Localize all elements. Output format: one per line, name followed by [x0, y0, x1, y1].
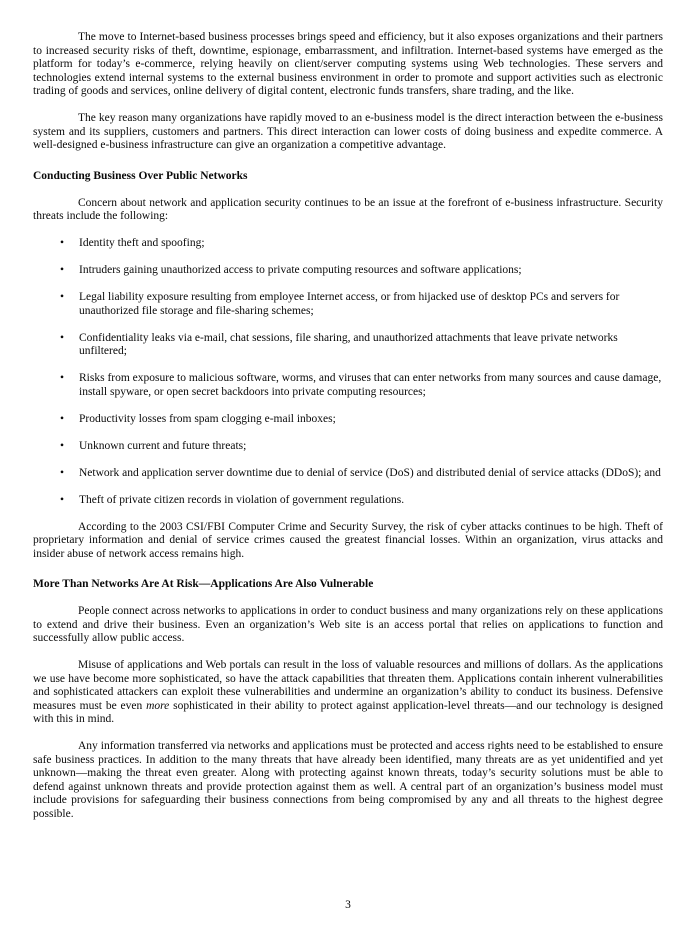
bullet-icon: • — [60, 412, 65, 425]
security-threats-list — [33, 237, 663, 507]
bullet-icon: • — [60, 237, 65, 249]
bullet-icon: • — [60, 264, 65, 276]
bullet-text: Unknown current and future threats; — [79, 439, 247, 452]
bullet-text: Confidentiality leaks via e-mail, chat sessions, file sharing, and unauthorized attachments that leave private networks unfiltered; — [79, 331, 618, 357]
bullet-text: Intruders gaining unauthorized access to private computing resources and software applications; — [79, 264, 522, 276]
list-item — [60, 467, 663, 481]
bullet-icon: • — [60, 291, 65, 303]
list-item — [60, 291, 663, 318]
list-item — [60, 494, 663, 508]
list-item — [60, 440, 663, 454]
paragraph-intro: The move to Internet-based business processes brings speed and efficiency, but it also exposes organizations and their partners to increased security risks of theft, downtime, espionage, embarrassment, and infiltration. Internet-based systems have emerged as the platform for today’s e-commerce, relying heavily on client/server computing systems using Web technologies. These servers and technologies extend internal systems to the external business environment in order to promote and support activities such as electronic trading of goods and services, online delivery of digital content, electronic funds transfers, share trading, and the like. — [33, 31, 663, 97]
misuse-text-italic: more — [146, 699, 170, 712]
heading-public-networks: Conducting Business Over Public Networks — [33, 169, 248, 182]
paragraph-misuse — [33, 659, 663, 727]
list-item — [60, 237, 663, 251]
bullet-text: Legal liability exposure resulting from employee Internet access, or from hijacked use of desktop PCs and servers for unauthorized file storage and file-sharing schemes; — [79, 291, 620, 317]
list-item — [60, 372, 663, 399]
paragraph-people: People connect across networks to applications in order to conduct business and many organizations rely on these applications to extend and drive their business. Even an organization’s Web site is an access portal that relies on applications to function and successfully allow public access. — [33, 605, 663, 644]
bullet-text: Identity theft and spoofing; — [79, 237, 205, 249]
bullet-text: Productivity losses from spam clogging e-mail inboxes; — [79, 412, 336, 425]
paragraph-key-reason: The key reason many organizations have rapidly moved to an e-business model is the direct interaction between the e-business system and its suppliers, customers and partners. This direct interaction can lower costs of doing business and expedite commerce. A well-designed e-business infrastructure can give an organization a competitive advantage. — [33, 112, 663, 151]
list-item — [60, 413, 663, 427]
list-item — [60, 332, 663, 359]
bullet-text: Theft of private citizen records in violation of government regulations. — [79, 493, 405, 506]
bullet-icon: • — [60, 493, 65, 506]
list-item — [60, 264, 663, 278]
paragraph-survey: According to the 2003 CSI/FBI Computer Crime and Security Survey, the risk of cyber attacks continues to be high. Theft of proprietary information and denial of service crimes caused the greatest financial losses. Within an organization, virus attacks and insider abuse of network access remains high. — [33, 520, 663, 560]
bullet-icon: • — [60, 439, 65, 452]
bullet-icon: • — [60, 372, 65, 384]
paragraph-concern: Concern about network and application security continues to be an issue at the forefront of e-business infrastructure. Security threats include the following: — [33, 196, 663, 222]
bullet-text: Risks from exposure to malicious software, worms, and viruses that can enter networks from many sources and cause damage, install spyware, or open secret backdoors into private computing resources; — [79, 372, 662, 398]
bullet-icon: • — [60, 466, 65, 479]
misuse-text-before: Misuse of applications and Web portals can result in the loss of valuable resources and millions of dollars. As the applications we use have become more sophisticated, so have the attack capabilities that threaten them. Applications contain inherent vulnerabilities and sophisticated attackers can exploit these vulnerabilities and undermine an organization’s ability to conduct its business. Defensive measures must be even — [33, 659, 663, 712]
page-number: 3 — [345, 899, 351, 911]
paragraph-any-info: Any information transferred via networks and applications must be protected and access rights need to be established to ensure safe business practices. In addition to the many threats that have already been identified, many threats are as yet unidentified and yet unknown—making the threat even greater. Along with protecting against known threats, today’s security solutions must be able to defend against unknown threats and provide protection against them as well. A central part of an organization’s business model must include provisions for safeguarding their business connections from being compromised by any and all threats to the highest degree possible. — [33, 740, 663, 820]
misuse-text-after: sophisticated in their ability to protect against application-level threats—and our technology is designed with this in mind. — [33, 699, 664, 725]
bullet-text: Network and application server downtime due to denial of service (DoS) and distributed denial of service attacks (DDoS); and — [79, 466, 661, 479]
heading-more-than-networks: More Than Networks Are At Risk—Applications Are Also Vulnerable — [33, 578, 374, 590]
bullet-icon: • — [60, 331, 65, 344]
